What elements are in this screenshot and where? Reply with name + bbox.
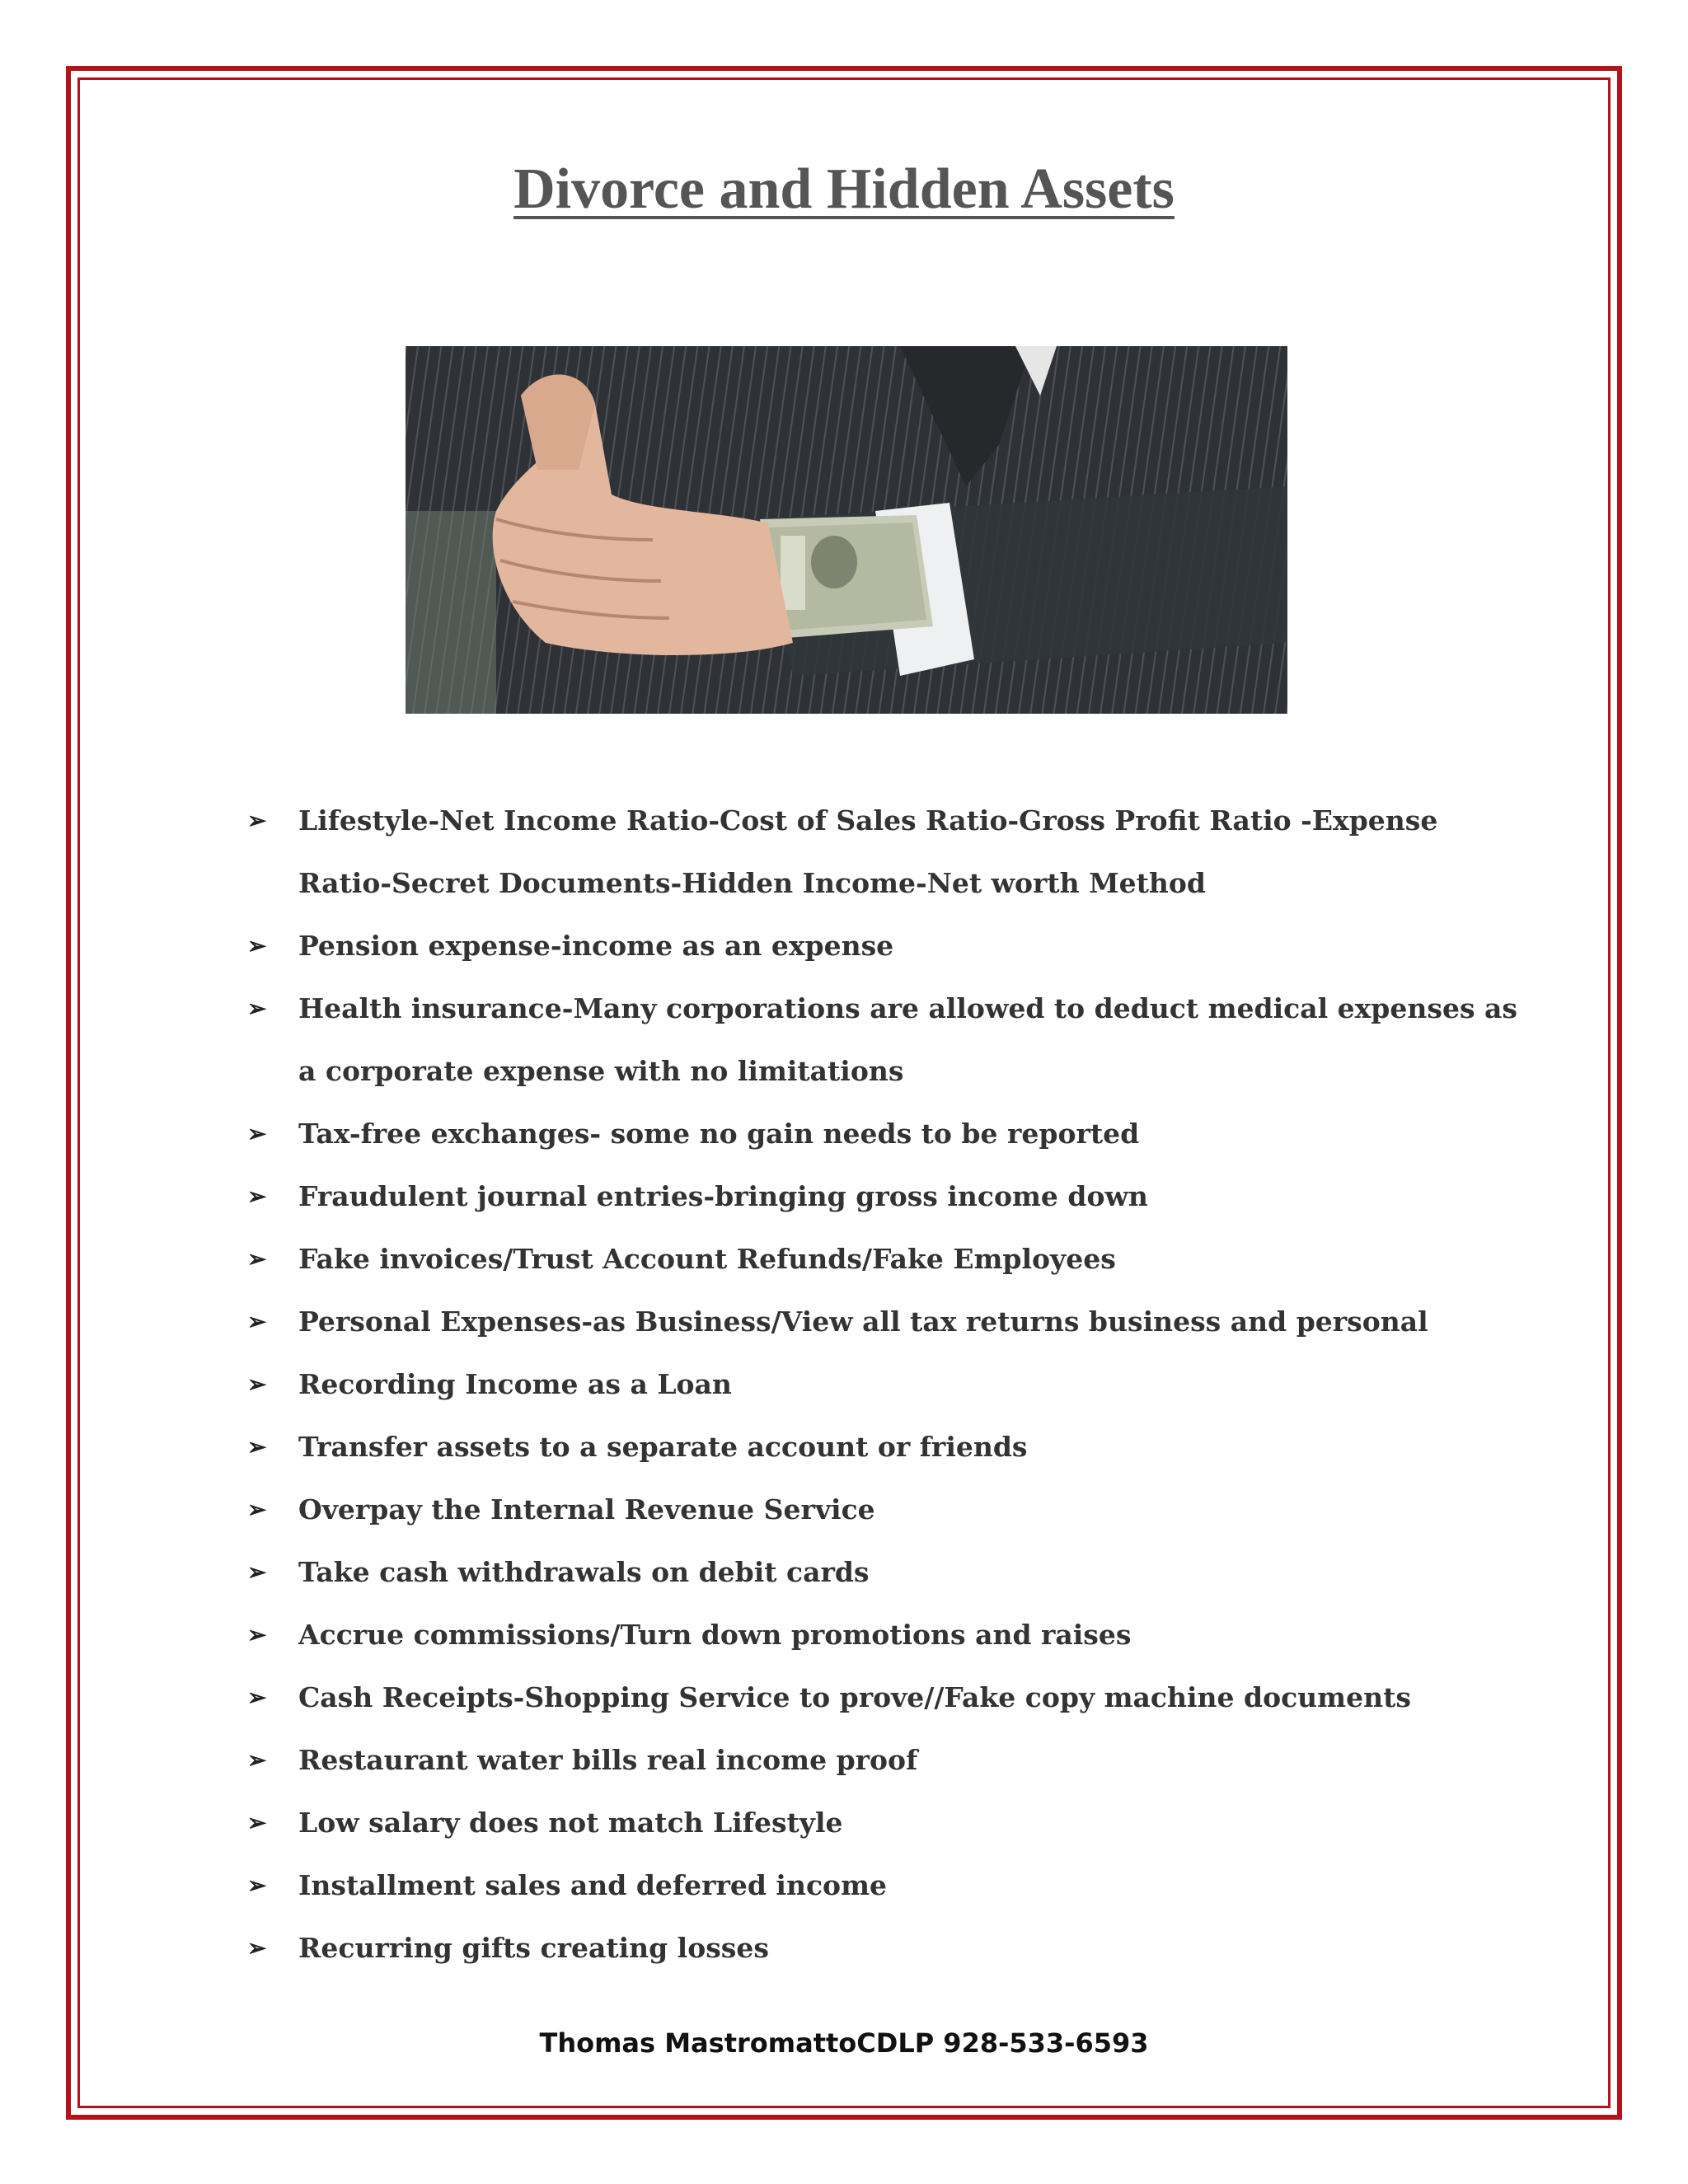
list-item: ➢ Recording Income as a Loan [247,1353,1533,1416]
arrowhead-bullet-icon: ➢ [247,1433,267,1460]
list-item: ➢ Restaurant water bills real income proof [247,1729,1533,1792]
arrowhead-bullet-icon: ➢ [247,1809,267,1836]
arrowhead-bullet-icon: ➢ [247,995,267,1022]
list-item: ➢ Installment sales and deferred income [247,1854,1533,1917]
arrowhead-bullet-icon: ➢ [247,1308,267,1335]
list-item: ➢ Overpay the Internal Revenue Service [247,1479,1533,1541]
list-item: ➢ Health insurance-Many corporations are allowed to deduct medical expenses as a corporate expense with no limitations [247,977,1533,1103]
arrowhead-bullet-icon: ➢ [247,1621,267,1648]
list-item: ➢ Tax-free exchanges- some no gain needs to be reported [247,1103,1533,1165]
page-title: Divorce and Hidden Assets [513,157,1175,221]
arrowhead-bullet-icon: ➢ [247,1183,267,1210]
hidden-assets-list [247,790,1533,1980]
list-item: ➢ Personal Expenses-as Business/View all tax returns business and personal [247,1291,1533,1353]
arrowhead-bullet-icon: ➢ [247,932,267,959]
list-item: ➢ Low salary does not match Lifestyle [247,1792,1533,1854]
arrowhead-bullet-icon: ➢ [247,1245,267,1272]
list-item: ➢ Pension expense-income as an expense [247,915,1533,977]
list-item: ➢ Fraudulent journal entries-bringing gross income down [247,1165,1533,1228]
list-item: ➢ Transfer assets to a separate account or friends [247,1416,1533,1479]
arrowhead-bullet-icon: ➢ [247,1872,267,1899]
arrowhead-bullet-icon: ➢ [247,1558,267,1586]
arrowhead-bullet-icon: ➢ [247,1684,267,1711]
arrowhead-bullet-icon: ➢ [247,1120,267,1147]
list-item: ➢ Take cash withdrawals on debit cards [247,1541,1533,1604]
arrowhead-bullet-icon: ➢ [247,1371,267,1398]
businessman-cash-photo [406,346,1287,714]
list-item: ➢ Lifestyle-Net Income Ratio-Cost of Sales Ratio-Gross Profit Ratio -Expense Ratio-Secret Documents-Hidden Income-Net worth Method [247,790,1533,915]
list-item: ➢ Recurring gifts creating losses [247,1917,1533,1980]
author-contact-footer: Thomas MastromattoCDLP 928-533-6593 [539,2027,1149,2059]
list-item: ➢ Fake invoices/Trust Account Refunds/Fake Employees [247,1228,1533,1291]
arrowhead-bullet-icon: ➢ [247,1496,267,1523]
arrowhead-bullet-icon: ➢ [247,1934,267,1961]
arrowhead-bullet-icon: ➢ [247,807,267,834]
list-item: ➢ Accrue commissions/Turn down promotions and raises [247,1604,1533,1666]
arrowhead-bullet-icon: ➢ [247,1746,267,1774]
list-item: ➢ Cash Receipts-Shopping Service to prove//Fake copy machine documents [247,1666,1533,1729]
